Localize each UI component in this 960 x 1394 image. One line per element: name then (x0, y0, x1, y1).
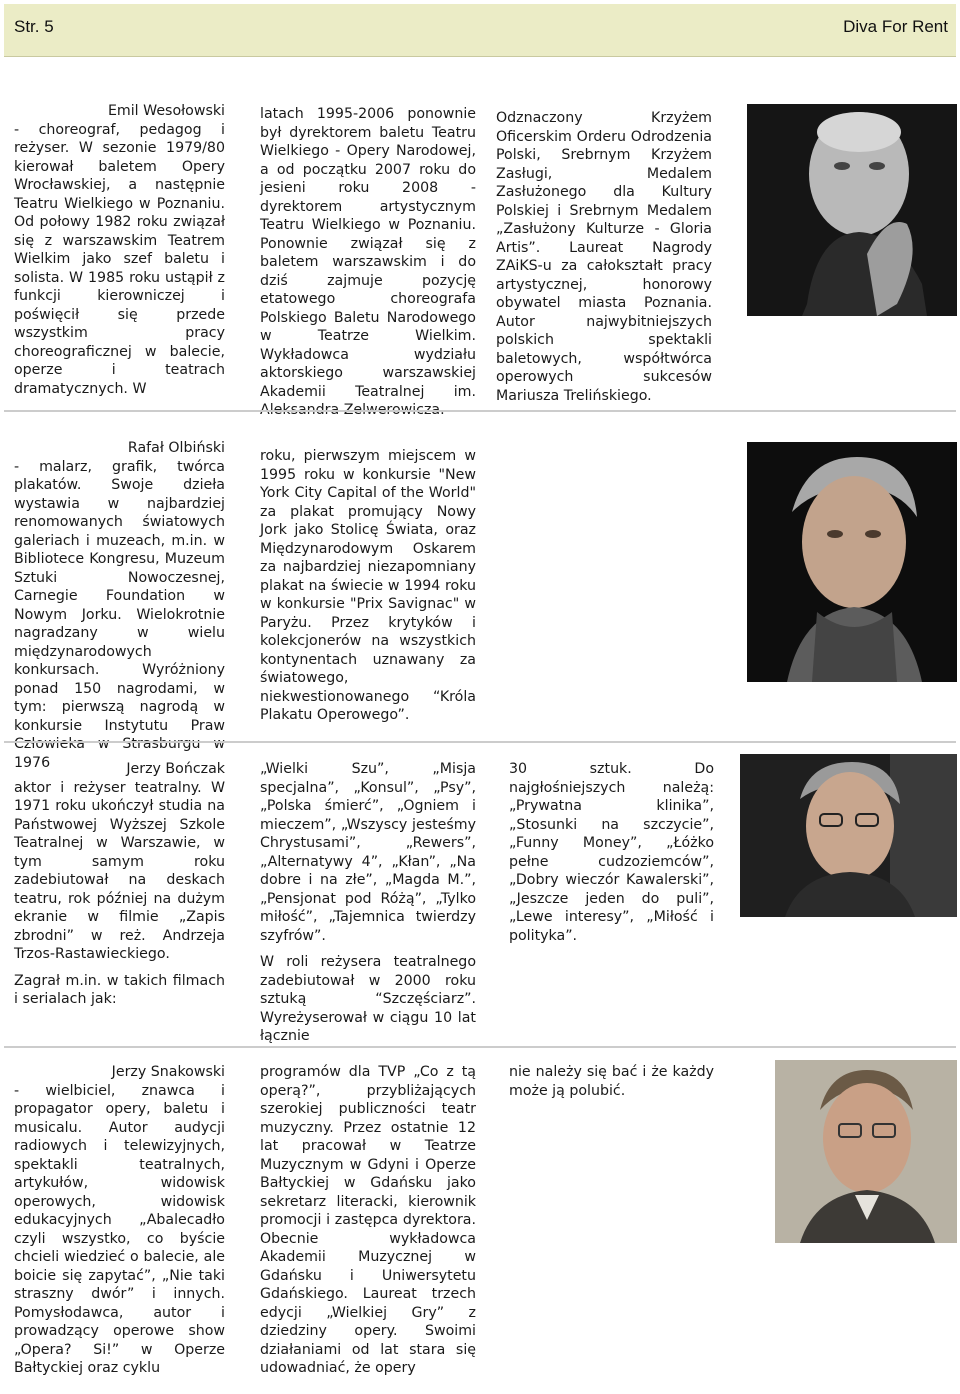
person-name: Jerzy Snakowski (111, 1064, 225, 1080)
bio-column-3 (509, 760, 714, 945)
bio-text: - malarz, grafik, twórca plakatów. Swoje dzieła wystawia w najbardziej renomowanych światowych galeriach i muzeach, m.in. w Bibliotece Kongresu, Muzeum Sztuki Nowoczesnej, Carnegie Foundation w Nowym Jorku. Wielokrotnie nagradzany w wielu międzynarodowych konkursach. Wyróżniony ponad 150 nagrodami, w tym: pierwszą nagrodą w konkursie Instytutu Praw Człowieka w Strasburgu w 1976 (14, 458, 225, 771)
bio-column-2 (260, 1063, 476, 1378)
bio-text: Zagrał m.in. w takich filmach i serialach jak: (14, 972, 225, 1007)
bio-text: - wielbiciel, znawca i propagator opery, baletu i musicalu. Autor audycji radiowych i telewizyjnych, spektakli teatralnych, artykułów, widowisk operowych, widowisk edukacyjnych „Abalecadło czyli wszystko, co byście chcieli wiedzieć o balecie, ale boicie się zapytać”, „Nie taki straszny dwór” i innych. Pomysłodawca, autor i prowadzący operowe show „Opera? Si!” w Operze Bałtyckiej oraz cyklu (14, 1082, 225, 1376)
bio-column-2 (260, 105, 476, 420)
portrait-photo (747, 442, 957, 682)
portrait-photo (740, 754, 957, 917)
bio-column-1 (14, 439, 225, 772)
bio-column-1 (14, 760, 225, 1009)
publication-title: Diva For Rent (843, 17, 948, 36)
bio-column-2 (260, 760, 476, 1046)
page-number: Str. 5 (14, 17, 54, 36)
bio-text: W roli reżysera teatralnego zadebiutował w 2000 roku sztuką “Szczęściarz”. Wyreżyserował w ciągu 10 lat łącznie (260, 954, 476, 1044)
bio-text: latach 1995-2006 ponownie był dyrektorem baletu Teatru Wielkiego - Opery Narodowej, a od początku 2007 roku do jesieni roku 2008 - dyrektorem artystycznym Teatru Wielkiego w Poznaniu. Ponownie związał się z baletem warszawskim i do dziś zajmuje pozycję etatowego choreografa Polskiego Baletu Narodowego w Teatrze Wielkim. Wykładowca wydziału aktorskiego warszawskiej Akademii Teatralnej im. Aleksandra Zelwerowicza. (260, 106, 476, 418)
bio-text: roku, pierwszym miejscem w 1995 roku w konkursie "New York City Capital of the World" za plakat promujący Nowy Jork jako Stolicę Świata, oraz Międzynarodowym Oskarem za najbardziej niezapomniany plakat na świecie w 1994 roku w konkursie "Prix Savignac" w Paryżu. Przez krytyków i kolekcjonerów na wszystkich kontynentach uznawany za światowego, niekwestionowanego “Króla Plakatu Operowego”. (260, 448, 476, 723)
person-name: Rafał Olbiński (127, 440, 225, 456)
portrait-photo (747, 104, 957, 316)
person-name: Jerzy Bończak (126, 761, 225, 777)
bio-text: aktor i reżyser teatralny. W 1971 roku ukończył studia na Państwowej Wyższej Szkole Teatralnej w Warszawie, w tym samym roku zadebiutował na deskach teatru, rok później na dużym ekranie w filmie „Zapis zbrodni” w reż. Andrzeja Trzos-Rastawieckiego. (14, 779, 225, 962)
page-header (4, 4, 956, 57)
section-divider (4, 1046, 956, 1048)
bio-text: nie należy się bać i że każdy może ją polubić. (509, 1064, 714, 1099)
person-name: Emil Wesołowski (107, 103, 225, 119)
bio-column-3 (496, 109, 712, 405)
bio-column-1 (14, 102, 225, 398)
bio-column-3 (509, 1063, 714, 1100)
bio-column-2 (260, 447, 476, 725)
bio-text: 30 sztuk. Do najgłośniejszych należą: „Prywatna klinika”, „Stosunki na szczycie”, „Funny Money”, „Łóżko pełne cudzoziemców”, „Dobry wieczór Kawalerski”, „Jeszcze jeden do puli”, „Lewe interesy”, „Miłość i polityka”. (509, 761, 714, 944)
portrait-photo (775, 1060, 957, 1243)
bio-text: Odznaczony Krzyżem Oficerskim Orderu Odrodzenia Polski, Srebrnym Krzyżem Zasługi, Medalem Zasłużonego dla Kultury Polskiej i Srebrnym Medalem „Zasłużony Kulturze - Gloria Artis”. Laureat Nagrody ZAiKS-u za całokształt pracy artystycznej, honorowy obywatel miasta Poznania. Autor najwybitniejszych polskich spektakli baletowych, współtwórca operowych sukcesów Mariusza Trelińskiego. (496, 110, 712, 404)
bio-text: „Wielki Szu”, „Misja specjalna”, „Konsul”, „Psy”, „Polska śmierć”, „Ogniem i mieczem”, „Wszyscy jesteśmy Chrystusami”, „Rewers”, „Alternatywy 4”, „Kłan”, „Na dobre i na złe”, „Magda M.”, „Pensjonat pod Różą”, „Tylko miłość”, „Tajemnica twierdzy szyfrów”. (260, 761, 476, 944)
bio-column-1 (14, 1063, 225, 1378)
bio-text: - choreograf, pedagog i reżyser. W sezonie 1979/80 kierował baletem Opery Wrocławskiej, a następnie Teatru Wielkiego w Poznaniu. Od połowy 1982 roku związał się z warszawskim Teatrem Wielkim jako szef baletu i solista. W 1985 roku ustąpił z funkcji kierowniczej i poświęcił się przede wszystkim pracy choreograficznej w balecie, operze i teatrach dramatycznych. W (14, 121, 225, 397)
bio-text: programów dla TVP „Co z tą operą?”, przybliżających szerokiej publiczności teatr muzyczny. Przez ostatnie 12 lat pracował w Teatrze Muzycznym w Gdyni i Operze Bałtyckiej w Gdańsku jako sekretarz literacki, kierownik promocji i zastępca dyrektora. Obecnie wykładowca Akademii Muzycznej w Gdańsku i Uniwersytetu Gdańskiego. Laureat trzech edycji „Wielkiej Gry” z dziedziny opery. Swoimi działaniami od lat stara się udowadniać, że opery (260, 1064, 476, 1376)
section-divider (4, 410, 956, 412)
section-divider (4, 741, 956, 743)
